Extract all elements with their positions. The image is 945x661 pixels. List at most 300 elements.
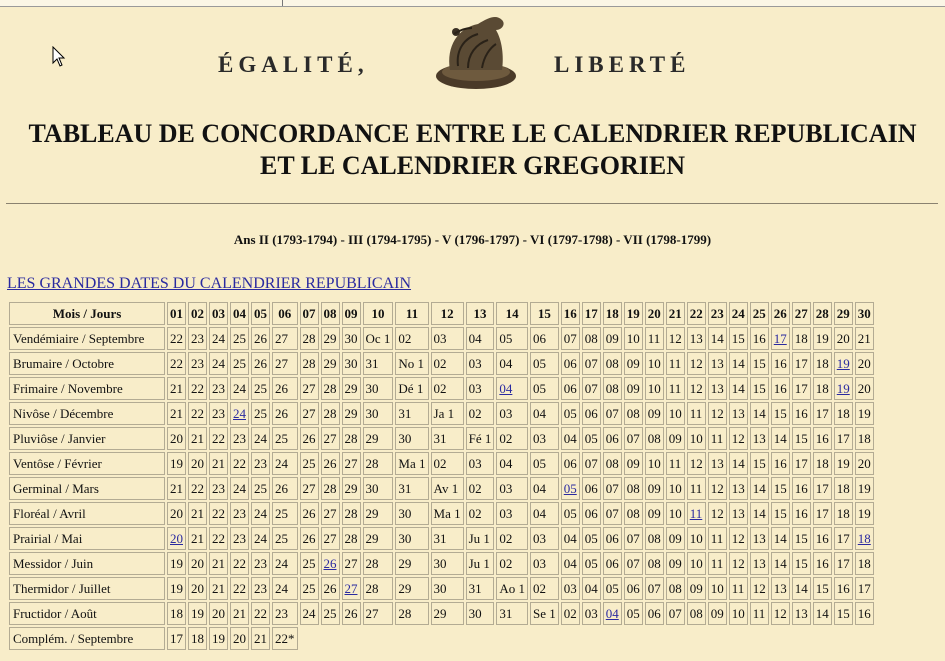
date-cell: 10 xyxy=(645,352,664,375)
date-cell: 27 xyxy=(321,502,340,525)
date-cell: 29 xyxy=(363,427,394,450)
date-cell: 11 xyxy=(750,602,769,625)
date-cell: 24 xyxy=(251,527,270,550)
date-cell: 27 xyxy=(321,427,340,450)
date-link[interactable]: 04 xyxy=(496,377,528,400)
date-cell: 22 xyxy=(230,452,249,475)
date-cell: 05 xyxy=(582,427,601,450)
date-cell: 28 xyxy=(342,527,361,550)
date-cell: 22 xyxy=(209,427,228,450)
date-cell: 31 xyxy=(395,402,428,425)
motto-liberte: LIBERTÉ xyxy=(554,52,691,77)
date-cell: 23 xyxy=(209,377,228,400)
date-cell: Ma 1 xyxy=(395,452,428,475)
date-cell: 27 xyxy=(342,452,361,475)
date-cell: 31 xyxy=(496,602,528,625)
date-cell: 15 xyxy=(771,502,790,525)
date-cell: 10 xyxy=(624,327,643,350)
date-cell: 04 xyxy=(530,402,559,425)
date-cell: 07 xyxy=(603,502,622,525)
date-cell: 18 xyxy=(813,452,832,475)
date-cell: 07 xyxy=(582,377,601,400)
date-cell: 12 xyxy=(687,452,706,475)
table-row xyxy=(9,352,874,375)
day-header: 26 xyxy=(771,302,790,325)
day-header: 21 xyxy=(666,302,685,325)
date-cell: 18 xyxy=(834,477,853,500)
date-cell: 06 xyxy=(561,377,580,400)
date-cell: 21 xyxy=(230,602,249,625)
date-link[interactable]: 04 xyxy=(603,602,622,625)
day-header: 22 xyxy=(687,302,706,325)
date-cell: 21 xyxy=(855,327,874,350)
date-cell: 28 xyxy=(395,602,428,625)
date-cell: 10 xyxy=(666,477,685,500)
date-cell: 13 xyxy=(750,427,769,450)
date-cell: 20 xyxy=(188,552,207,575)
date-cell: 04 xyxy=(561,427,580,450)
date-cell: 06 xyxy=(603,552,622,575)
date-cell: 22 xyxy=(188,377,207,400)
browser-tab-edge xyxy=(0,0,283,6)
date-cell: 12 xyxy=(771,602,790,625)
date-cell: 12 xyxy=(687,377,706,400)
date-cell: 25 xyxy=(300,452,319,475)
date-cell: 13 xyxy=(729,477,748,500)
date-cell: 13 xyxy=(729,502,748,525)
date-cell: 20 xyxy=(167,427,186,450)
date-cell: 06 xyxy=(603,527,622,550)
date-cell: 12 xyxy=(708,402,727,425)
date-cell: 28 xyxy=(363,577,394,600)
date-cell: 30 xyxy=(342,352,361,375)
day-header: 08 xyxy=(321,302,340,325)
date-cell: 26 xyxy=(342,602,361,625)
date-cell: 14 xyxy=(750,502,769,525)
date-cell: 18 xyxy=(813,377,832,400)
date-cell: 08 xyxy=(624,402,643,425)
month-label: Brumaire / Octobre xyxy=(9,352,165,375)
date-cell: 06 xyxy=(645,602,664,625)
date-cell: 24 xyxy=(230,477,249,500)
date-cell: 06 xyxy=(603,427,622,450)
date-cell: 02 xyxy=(530,577,559,600)
date-cell: 20 xyxy=(230,627,249,650)
date-cell: 15 xyxy=(813,577,832,600)
date-cell: 30 xyxy=(395,527,428,550)
date-cell: 08 xyxy=(645,427,664,450)
date-cell: 19 xyxy=(209,627,228,650)
date-cell: 20 xyxy=(167,502,186,525)
date-cell: 14 xyxy=(729,452,748,475)
date-cell: 17 xyxy=(792,452,811,475)
date-cell: 27 xyxy=(300,477,319,500)
date-cell: 17 xyxy=(834,427,853,450)
date-cell: 25 xyxy=(230,327,249,350)
date-cell: 19 xyxy=(855,502,874,525)
date-cell: 21 xyxy=(209,577,228,600)
date-cell: 12 xyxy=(708,477,727,500)
date-cell: 28 xyxy=(321,377,340,400)
date-cell: 19 xyxy=(167,552,186,575)
date-cell: 13 xyxy=(750,552,769,575)
day-header: 04 xyxy=(230,302,249,325)
date-cell: 16 xyxy=(792,402,811,425)
date-cell: 23 xyxy=(230,427,249,450)
table-row xyxy=(9,427,874,450)
date-cell: 19 xyxy=(855,477,874,500)
day-header: 24 xyxy=(729,302,748,325)
date-cell: 15 xyxy=(750,377,769,400)
date-cell: 27 xyxy=(321,527,340,550)
date-cell: 13 xyxy=(708,352,727,375)
concordance-table xyxy=(7,300,876,652)
date-cell: 18 xyxy=(855,427,874,450)
date-cell: 22 xyxy=(188,402,207,425)
date-cell: 31 xyxy=(431,527,464,550)
date-cell: 09 xyxy=(603,327,622,350)
date-cell: 18 xyxy=(834,502,853,525)
date-link[interactable]: 20 xyxy=(167,527,186,550)
date-cell: 05 xyxy=(582,527,601,550)
date-cell: 11 xyxy=(687,402,706,425)
date-cell: 28 xyxy=(363,552,394,575)
date-cell: 30 xyxy=(395,427,428,450)
date-cell: 07 xyxy=(582,452,601,475)
date-cell: 09 xyxy=(624,452,643,475)
date-cell: 14 xyxy=(729,352,748,375)
date-cell: 09 xyxy=(687,577,706,600)
date-cell: 05 xyxy=(530,352,559,375)
date-link[interactable]: 27 xyxy=(342,577,361,600)
date-cell: 21 xyxy=(251,627,270,650)
phrygian-cap-icon xyxy=(432,10,520,92)
day-header: 25 xyxy=(750,302,769,325)
date-cell: 10 xyxy=(687,427,706,450)
day-header: 03 xyxy=(209,302,228,325)
date-cell: 10 xyxy=(666,502,685,525)
date-cell: 23 xyxy=(209,402,228,425)
date-cell: 03 xyxy=(466,352,495,375)
day-header: 07 xyxy=(300,302,319,325)
date-cell: 16 xyxy=(813,427,832,450)
date-cell: 24 xyxy=(300,602,319,625)
date-cell: 25 xyxy=(272,427,298,450)
date-cell: 13 xyxy=(687,327,706,350)
date-cell: 23 xyxy=(230,527,249,550)
date-cell: 26 xyxy=(300,427,319,450)
month-label: Germinal / Mars xyxy=(9,477,165,500)
date-cell: 08 xyxy=(645,552,664,575)
date-cell: Fé 1 xyxy=(466,427,495,450)
month-label: Frimaire / Novembre xyxy=(9,377,165,400)
date-cell: 10 xyxy=(645,377,664,400)
date-cell: 03 xyxy=(466,377,495,400)
date-cell: 07 xyxy=(603,402,622,425)
date-cell: 02 xyxy=(466,402,495,425)
date-cell: Ao 1 xyxy=(496,577,528,600)
date-cell: 07 xyxy=(582,352,601,375)
date-cell: 04 xyxy=(530,477,559,500)
date-cell: 20 xyxy=(855,452,874,475)
date-cell: 17 xyxy=(834,552,853,575)
table-header-row xyxy=(9,302,874,325)
date-cell: 25 xyxy=(251,477,270,500)
date-cell: 26 xyxy=(251,327,270,350)
date-cell: 22 xyxy=(251,602,270,625)
date-cell: 23 xyxy=(272,602,298,625)
date-cell: 02 xyxy=(431,452,464,475)
date-cell: 21 xyxy=(167,402,186,425)
date-cell: 03 xyxy=(561,577,580,600)
date-cell: 17 xyxy=(813,477,832,500)
table-row xyxy=(9,502,874,525)
date-cell: 21 xyxy=(188,502,207,525)
day-header: 23 xyxy=(708,302,727,325)
date-cell: 10 xyxy=(666,402,685,425)
date-cell: 08 xyxy=(582,327,601,350)
date-cell: 18 xyxy=(834,402,853,425)
date-cell: 19 xyxy=(855,402,874,425)
date-cell: 15 xyxy=(834,602,853,625)
date-cell: 26 xyxy=(272,477,298,500)
date-cell: 20 xyxy=(855,352,874,375)
divider xyxy=(6,203,938,204)
month-label: Floréal / Avril xyxy=(9,502,165,525)
date-cell: 18 xyxy=(792,327,811,350)
date-cell: Ja 1 xyxy=(431,402,464,425)
date-cell: 04 xyxy=(561,527,580,550)
date-cell: 20 xyxy=(209,602,228,625)
revolutionary-banner xyxy=(0,8,945,92)
date-cell: 29 xyxy=(321,352,340,375)
date-cell: 23 xyxy=(251,577,270,600)
date-cell: 27 xyxy=(272,327,298,350)
years-caption: Ans II (1793-1794) - III (1794-1795) - V (1796-1797) - VI (1797-1798) - VII (1798-1799) xyxy=(233,232,712,247)
date-cell: 04 xyxy=(582,577,601,600)
date-cell: 15 xyxy=(792,552,811,575)
date-cell: 06 xyxy=(561,452,580,475)
date-cell: 08 xyxy=(645,527,664,550)
day-header: 18 xyxy=(603,302,622,325)
date-cell: 07 xyxy=(603,477,622,500)
date-cell: 17 xyxy=(834,527,853,550)
date-cell: 07 xyxy=(624,552,643,575)
date-cell: 26 xyxy=(272,377,298,400)
date-cell: 13 xyxy=(708,452,727,475)
day-header: 13 xyxy=(466,302,495,325)
date-link[interactable]: 05 xyxy=(561,477,580,500)
date-cell: 30 xyxy=(363,402,394,425)
date-cell: 17 xyxy=(813,502,832,525)
date-link[interactable]: 26 xyxy=(321,552,340,575)
day-header: 15 xyxy=(530,302,559,325)
date-cell: 21 xyxy=(167,377,186,400)
date-cell: 21 xyxy=(209,452,228,475)
date-cell: 03 xyxy=(530,552,559,575)
date-cell: 23 xyxy=(251,452,270,475)
date-cell: 20 xyxy=(188,577,207,600)
date-cell: 09 xyxy=(624,352,643,375)
date-cell: 02 xyxy=(496,552,528,575)
date-cell: 27 xyxy=(300,402,319,425)
date-cell: 28 xyxy=(363,452,394,475)
date-cell: 28 xyxy=(342,427,361,450)
date-cell: 23 xyxy=(251,552,270,575)
date-cell: Dé 1 xyxy=(395,377,428,400)
date-cell: 11 xyxy=(708,427,727,450)
date-cell: 16 xyxy=(855,602,874,625)
date-link[interactable]: 11 xyxy=(687,502,706,525)
date-cell: 11 xyxy=(645,327,664,350)
date-cell: 28 xyxy=(321,477,340,500)
date-cell: 16 xyxy=(771,452,790,475)
day-header: 12 xyxy=(431,302,464,325)
date-cell: 13 xyxy=(771,577,790,600)
date-cell: 09 xyxy=(666,427,685,450)
date-cell: 26 xyxy=(272,402,298,425)
date-cell: 15 xyxy=(792,527,811,550)
date-cell: 11 xyxy=(708,527,727,550)
table-row xyxy=(9,327,874,350)
date-cell: 31 xyxy=(466,577,495,600)
date-cell: 25 xyxy=(272,527,298,550)
date-cell: Se 1 xyxy=(530,602,559,625)
date-cell: 22 xyxy=(167,327,186,350)
date-link[interactable]: 17 xyxy=(771,327,790,350)
date-cell: 13 xyxy=(708,377,727,400)
date-cell: 25 xyxy=(251,377,270,400)
date-cell: 27 xyxy=(363,602,394,625)
date-cell: 13 xyxy=(729,402,748,425)
date-cell: 19 xyxy=(813,327,832,350)
date-cell: 13 xyxy=(750,527,769,550)
date-link[interactable]: 24 xyxy=(230,402,249,425)
date-cell: 29 xyxy=(321,327,340,350)
date-cell: 14 xyxy=(771,427,790,450)
date-cell: No 1 xyxy=(395,352,428,375)
date-cell: 24 xyxy=(272,452,298,475)
date-cell: 19 xyxy=(834,452,853,475)
date-cell: 04 xyxy=(496,352,528,375)
date-cell: 05 xyxy=(561,502,580,525)
date-cell: 19 xyxy=(188,602,207,625)
date-cell: 20 xyxy=(855,377,874,400)
date-cell: 26 xyxy=(300,527,319,550)
date-cell: 22 xyxy=(230,577,249,600)
date-cell: 08 xyxy=(624,502,643,525)
table-row xyxy=(9,402,874,425)
month-label: Ventôse / Février xyxy=(9,452,165,475)
date-cell: 10 xyxy=(708,577,727,600)
date-cell: 09 xyxy=(645,402,664,425)
date-cell: 27 xyxy=(342,552,361,575)
date-cell: 25 xyxy=(230,352,249,375)
date-link[interactable]: 19 xyxy=(834,352,853,375)
date-cell: 04 xyxy=(561,552,580,575)
date-cell: 12 xyxy=(729,427,748,450)
date-cell: 30 xyxy=(363,477,394,500)
month-label: Pluviôse / Janvier xyxy=(9,427,165,450)
date-cell: 23 xyxy=(230,502,249,525)
date-link[interactable]: 18 xyxy=(855,527,874,550)
date-cell: 26 xyxy=(300,502,319,525)
grandes-dates-link[interactable]: LES GRANDES DATES DU CALENDRIER REPUBLICAIN xyxy=(7,275,412,292)
date-cell: 25 xyxy=(300,552,319,575)
date-cell: 03 xyxy=(496,502,528,525)
date-cell: 25 xyxy=(251,402,270,425)
date-cell: 16 xyxy=(813,552,832,575)
date-cell: 29 xyxy=(342,377,361,400)
date-cell: 25 xyxy=(321,602,340,625)
date-cell: 18 xyxy=(813,352,832,375)
date-cell: 04 xyxy=(530,502,559,525)
date-cell: 15 xyxy=(771,402,790,425)
date-cell: 22 xyxy=(188,477,207,500)
table-row xyxy=(9,452,874,475)
day-header: 02 xyxy=(188,302,207,325)
date-cell: 09 xyxy=(645,477,664,500)
date-cell: 11 xyxy=(708,552,727,575)
date-cell: 02 xyxy=(395,327,428,350)
date-cell: 03 xyxy=(496,477,528,500)
day-header: 20 xyxy=(645,302,664,325)
table-row xyxy=(9,527,874,550)
month-label: Vendémiaire / Septembre xyxy=(9,327,165,350)
date-cell: 30 xyxy=(363,377,394,400)
month-label: Fructidor / Août xyxy=(9,602,165,625)
day-header: 01 xyxy=(167,302,186,325)
date-cell: 03 xyxy=(431,327,464,350)
date-cell: 06 xyxy=(561,352,580,375)
date-cell: 14 xyxy=(708,327,727,350)
date-cell: 05 xyxy=(530,377,559,400)
date-cell: 30 xyxy=(395,502,428,525)
date-cell: 14 xyxy=(771,552,790,575)
date-cell: 06 xyxy=(530,327,559,350)
day-header: 27 xyxy=(792,302,811,325)
date-cell: 22* xyxy=(272,627,298,650)
date-cell: 23 xyxy=(188,352,207,375)
date-cell: 02 xyxy=(431,352,464,375)
date-cell: 14 xyxy=(750,402,769,425)
date-cell: 23 xyxy=(209,477,228,500)
date-cell: Ju 1 xyxy=(466,552,495,575)
date-cell: 30 xyxy=(431,577,464,600)
date-cell: 24 xyxy=(272,552,298,575)
date-cell: 12 xyxy=(750,577,769,600)
date-cell: 06 xyxy=(582,402,601,425)
date-cell: 22 xyxy=(209,502,228,525)
date-cell: 09 xyxy=(708,602,727,625)
date-link[interactable]: 19 xyxy=(834,377,853,400)
date-cell: 28 xyxy=(300,327,319,350)
date-cell: 14 xyxy=(813,602,832,625)
date-cell: 08 xyxy=(687,602,706,625)
date-cell: 24 xyxy=(209,352,228,375)
date-cell: 03 xyxy=(466,452,495,475)
date-cell: 28 xyxy=(321,402,340,425)
date-cell: 24 xyxy=(272,577,298,600)
date-cell: 24 xyxy=(209,327,228,350)
date-cell: 14 xyxy=(729,377,748,400)
date-cell: 12 xyxy=(666,327,685,350)
date-cell: 09 xyxy=(624,377,643,400)
date-cell: 07 xyxy=(561,327,580,350)
day-header: 05 xyxy=(251,302,270,325)
date-cell: 21 xyxy=(167,477,186,500)
table-row xyxy=(9,577,874,600)
